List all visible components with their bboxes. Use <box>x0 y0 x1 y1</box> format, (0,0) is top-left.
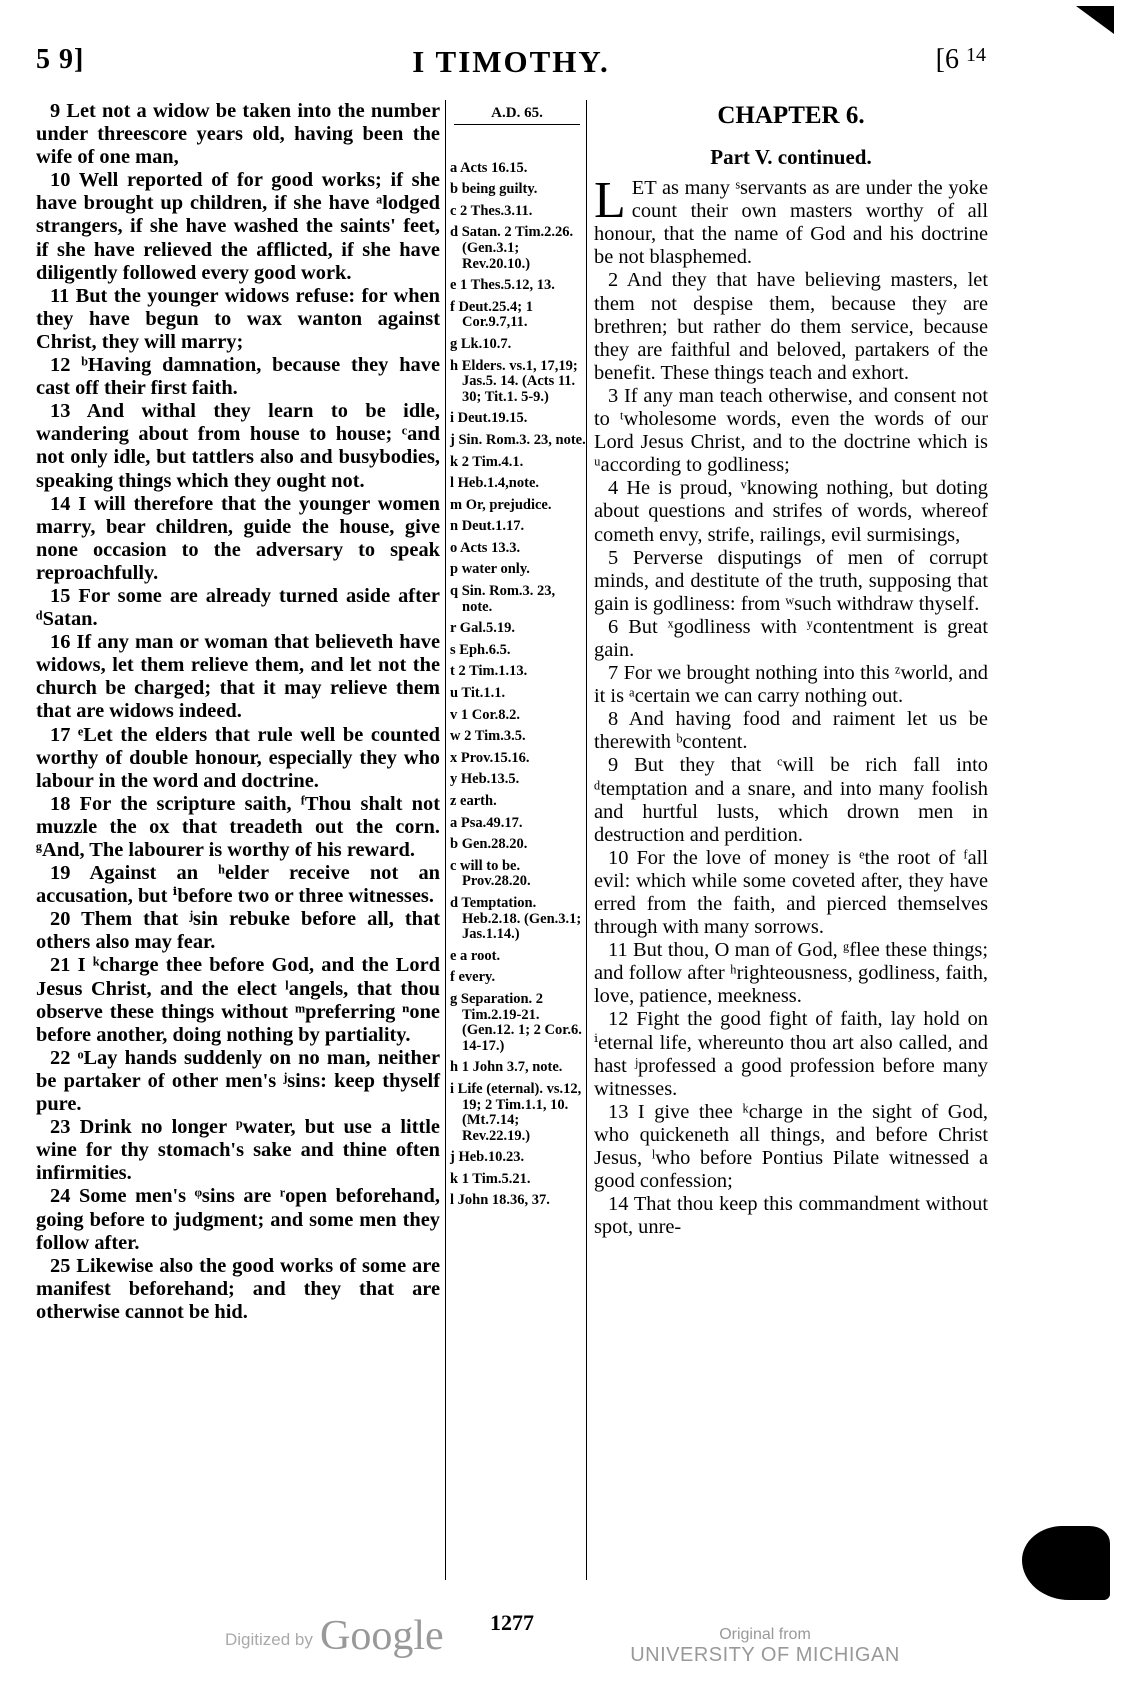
reference-note: v 1 Cor.8.2. <box>450 706 520 723</box>
reference-note: t 2 Tim.1.13. <box>450 663 528 680</box>
verse: 9 But they that ᶜwill be rich fall into ᵈtemptation and a snare, and into many foolish and hurtful lusts, which drown men in destruction and perdition. <box>594 754 988 846</box>
reference-note: g Separation. 2 Tim.2.19-21. (Gen.12. 1; 2 Cor.6. 14-17.) <box>450 990 582 1054</box>
verse: 11 But the younger widows refuse: for when they have begun to wax wanton against Christ, they will marry; <box>36 284 440 353</box>
page-header <box>36 44 986 84</box>
verse: 12 ᵇHaving damnation, because they have cast off their first faith. <box>36 354 440 400</box>
reference-note: b Gen.28.20. <box>450 836 528 853</box>
reference-note: m Or, prejudice. <box>450 496 552 513</box>
reference-note: z earth. <box>450 793 497 809</box>
verse: 19 Against an ʰelder receive not an accusation, but ⁱbefore two or three witnesses. <box>36 862 440 908</box>
reference-note: a Psa.49.17. <box>450 814 523 831</box>
verse: 11 But thou, O man of God, ᵍflee these things; and follow after ʰrighteousness, godliness, faith, love, patience, meekness. <box>594 939 988 1008</box>
reference-note: i Deut.19.15. <box>450 410 528 427</box>
reference-note: g Lk.10.7. <box>450 335 512 352</box>
corner-scan-blot <box>1022 1526 1110 1600</box>
reference-notes <box>450 161 586 1209</box>
original-source <box>620 1625 910 1665</box>
page-number: 1277 <box>490 1610 534 1635</box>
reference-note: k 1 Tim.5.21. <box>450 1170 531 1187</box>
reference-note: j Sin. Rom.3. 23, note. <box>450 431 586 448</box>
verse: 24 Some men's ᵠsins are ʳopen beforehand, going before to judgment; and some men they follow after. <box>36 1185 440 1254</box>
reference-column <box>445 100 587 1580</box>
chapter-verse-range-start: 5 9] <box>36 44 85 75</box>
part-heading: Part V. continued. <box>710 145 872 169</box>
verse: 5 Perverse disputings of men of corrupt minds, and destitute of the truth, supposing that gain is godliness: from ʷsuch withdraw thyself. <box>594 546 988 615</box>
verse: 21 I ᵏcharge thee before God, and the Lord Jesus Christ, and the elect ˡangels, that thou observe these things without ᵐpreferring ⁿone before another, doing nothing by partiality. <box>36 954 440 1046</box>
reference-note: r Gal.5.19. <box>450 620 515 637</box>
verse: 3 If any man teach otherwise, and consent not to ᵗwholesome words, even the words of our Lord Jesus Christ, and to the doctrine which is ᵘaccording to godliness; <box>594 384 988 477</box>
verse: 23 Drink no longer ᵖwater, but use a little wine for thy stomach's sake and thine often infirmities. <box>36 1116 440 1185</box>
verse: 13 And withal they learn to be idle, wandering about from house to house; ᶜand not only idle, but tattlers also and busybodies, speaking things which they ought not. <box>36 400 440 492</box>
reference-note: e a root. <box>450 947 501 964</box>
verse: 18 For the scripture saith, ᶠThou shalt not muzzle the ox that treadeth out the corn. ᵍAnd, The labourer is worthy of his reward. <box>36 792 440 861</box>
verse: 14 I will therefore that the younger women marry, bear children, guide the house, give none occasion to the adversary to speak reproachfully. <box>36 492 440 584</box>
verse: 25 Likewise also the good works of some are manifest beforehand; and they that are otherwise cannot be hid. <box>36 1254 440 1323</box>
reference-note: c will to be. Prov.28.20. <box>450 857 531 890</box>
verse: 15 For some are already turned aside after ᵈSatan. <box>36 584 440 631</box>
corner-scan-mark <box>1076 6 1114 34</box>
digitized-by-label: Digitized by <box>225 1630 313 1649</box>
reference-note: d Satan. 2 Tim.2.26. (Gen.3.1; Rev.20.10.) <box>450 224 574 272</box>
reference-note: c 2 Thes.3.11. <box>450 202 533 219</box>
verse: 12 Fight the good fight of faith, lay hold on ⁱeternal life, whereunto thou art also called, and hast ʲprofessed a good profession before many witnesses. <box>594 1008 988 1100</box>
chapter-heading: CHAPTER 6. <box>717 102 865 129</box>
verse-first-text: ET as many ˢservants as are under the yoke count their own masters worthy of all honour, that the name of God and his doctrine be not blasphemed. <box>594 177 988 269</box>
verse-first <box>594 172 988 269</box>
reference-note: o Acts 13.3. <box>450 539 521 556</box>
reference-note: h 1 John 3.7, note. <box>450 1059 563 1076</box>
reference-note: e 1 Thes.5.12, 13. <box>450 277 555 294</box>
verse: 2 And they that have believing masters, let them not despise them, because they are brethren; but rather do them service, because they are faithful and beloved, partakers of the benefit. These things teach and exhort. <box>594 269 988 384</box>
verse: 14 That thou keep this commandment without spot, unre- <box>594 1193 988 1239</box>
reference-note: n Deut.1.17. <box>450 518 525 535</box>
reference-note: j Heb.10.23. <box>450 1149 525 1166</box>
google-logo: Google <box>320 1613 444 1659</box>
verse: 6 But ˣgodliness with ʸcontentment is great gain. <box>594 615 988 661</box>
reference-note: s Eph.6.5. <box>450 641 511 658</box>
verse: 10 For the love of money is ᵉthe root of ᶠall evil: which while some coveted after, they have erred from the faith, and pierced themselves through with many sorrows. <box>594 846 988 939</box>
date-label: A.D. 65. <box>454 106 580 125</box>
reference-note: k 2 Tim.4.1. <box>450 453 524 470</box>
left-text-column <box>36 100 440 1324</box>
university-label: UNIVERSITY OF MICHIGAN <box>630 1644 900 1666</box>
reference-note: y Heb.13.5. <box>450 771 520 788</box>
reference-note: q Sin. Rom.3. 23, note. <box>450 583 556 615</box>
reference-note: h Elders. vs.1, 17,19; Jas.5. 14. (Acts 11. 30; Tit.1. 5-9.) <box>450 357 578 405</box>
reference-note: l John 18.36, 37. <box>450 1192 550 1209</box>
reference-note: a Acts 16.15. <box>450 159 528 176</box>
book-title: I TIMOTHY. <box>412 44 610 79</box>
reference-note: x Prov.15.16. <box>450 749 530 766</box>
reference-note: i Life (eternal). vs.12, 19; 2 Tim.1.1, 10. (Mt.7.14; Rev.22.19.) <box>450 1080 582 1144</box>
original-from-label: Original from <box>719 1626 811 1643</box>
reference-note: d Temptation. Heb.2.18. (Gen.3.1; Jas.1.14.) <box>450 894 582 943</box>
chapter-verse-range-end: [6 $^{14}$ <box>935 44 986 75</box>
reference-note: f Deut.25.4; 1 Cor.9.7,11. <box>450 298 533 331</box>
verse: 4 He is proud, ᵛknowing nothing, but doting about questions and strifes of words, whereof cometh envy, strife, railings, evil surmisings, <box>594 477 988 546</box>
verse: 16 If any man or woman that believeth have widows, let them relieve them, and let not the church be charged; that it may relieve them that are widows indeed. <box>36 631 440 723</box>
reference-note: p water only. <box>450 561 530 578</box>
verse: 13 I give thee ᵏcharge in the sight of God, who quickeneth all things, and before Christ Jesus, ˡwho before Pontius Pilate witnessed a good confession; <box>594 1100 988 1193</box>
reference-note: f every. <box>450 969 496 986</box>
verse: 8 And having food and raiment let us be therewith ᵇcontent. <box>594 708 988 754</box>
verse: 17 ᵉLet the elders that rule well be counted worthy of double honour, especially they who labour in the word and doctrine. <box>36 723 440 792</box>
right-text-column <box>594 100 988 1239</box>
reference-note: u Tit.1.1. <box>450 685 506 702</box>
verse: 7 For we brought nothing into this ᶻworld, and it is ᵃcertain we can carry nothing out. <box>594 662 988 708</box>
reference-note: l Heb.1.4,note. <box>450 475 540 492</box>
verse: 10 Well reported of for good works; if she have brought up children, if she have ᵃlodged strangers, if she have washed the saints' feet, if she have relieved the afflicted, if she have diligently followed every good work. <box>36 169 440 284</box>
verse: 20 Them that ʲsin rebuke before all, that others also may fear. <box>36 908 440 954</box>
verse: 9 Let not a widow be taken into the number under threescore years old, having been the wife of one man, <box>36 100 440 169</box>
reference-note: b being guilty. <box>450 181 538 198</box>
verse: 22 ᵒLay hands suddenly on no man, neither be partaker of other men's ʲsins: keep thyself pure. <box>36 1046 440 1116</box>
drop-cap: L <box>594 172 626 230</box>
reference-note: w 2 Tim.3.5. <box>450 728 526 745</box>
